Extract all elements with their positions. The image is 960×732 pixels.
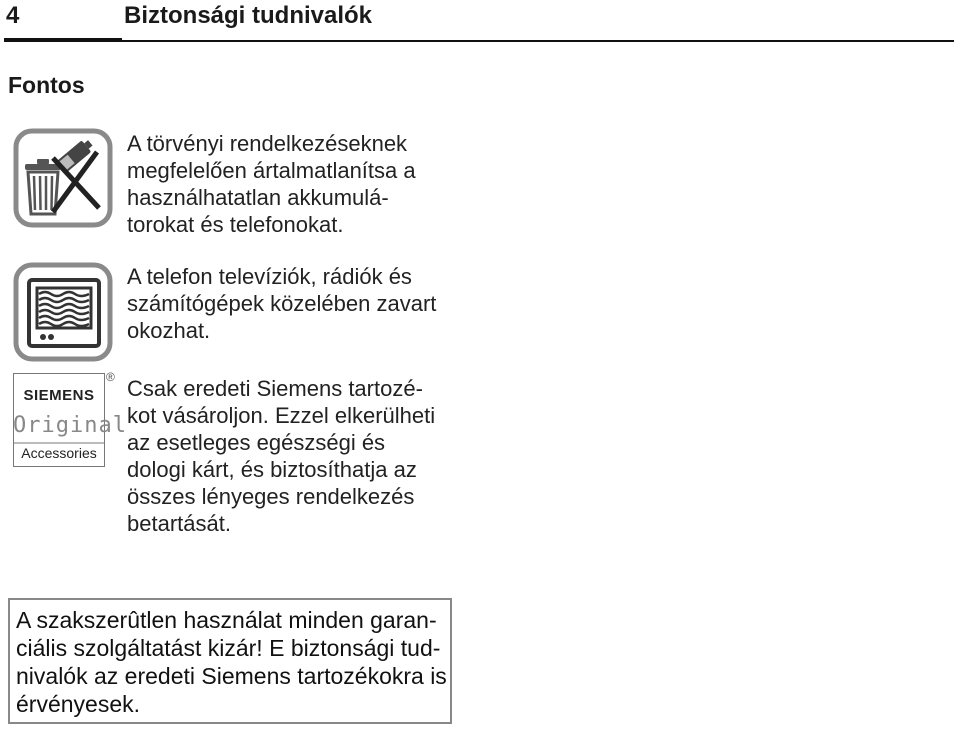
text-line: az esetleges egészségi és [127, 430, 386, 455]
crossed-out-bin-icon [13, 128, 113, 228]
text-line: kot vásároljon. Ezzel elkerülheti [127, 403, 436, 428]
notice-line: érvényesek. [16, 691, 141, 717]
siemens-original-accessories-logo [13, 373, 127, 467]
text-line: számítógépek közelében zavart [127, 291, 437, 316]
logo-brand: SIEMENS [23, 387, 95, 404]
text-line: Csak eredeti Siemens tartozé- [127, 376, 423, 401]
section-title: Fontos [8, 72, 85, 98]
notice-line: A szakszerûtlen használat minden garan- [16, 607, 437, 633]
logo-accessories: Accessories [21, 445, 97, 461]
page-number: 4 [6, 2, 20, 29]
text-line: használhatatlan akkumulá- [127, 185, 389, 210]
text-line: okozhat. [127, 318, 211, 343]
text-line: torokat és telefonokat. [127, 212, 344, 237]
notice-line: ciális szolgáltatást kizár! E biztonsági tud- [16, 635, 441, 661]
paragraph-original-accessories [127, 375, 435, 537]
warranty-notice-box [8, 598, 452, 724]
paragraph-disposal [127, 130, 416, 238]
header-rule-thin [122, 40, 954, 42]
text-line: A törvényi rendelkezéseknek [127, 131, 408, 156]
text-line: A telefon televíziók, rádiók és [127, 264, 412, 289]
text-line: dologi kárt, és biztosíthatja az [127, 457, 417, 482]
notice-line: nivalók az eredeti Siemens tartozékokra is [16, 663, 447, 689]
tv-interference-icon [13, 262, 113, 362]
text-line: megfelelően ártalmatlanítsa a [127, 158, 416, 183]
text-line: összes lényeges rendelkezés [127, 484, 415, 509]
page-header-title: Biztonsági tudnivalók [124, 2, 373, 29]
logo-original: Original [13, 413, 127, 438]
paragraph-interference [127, 263, 436, 344]
registered-mark: ® [106, 370, 115, 384]
text-line: betartását. [127, 511, 231, 536]
header-rule-thick [4, 38, 122, 42]
